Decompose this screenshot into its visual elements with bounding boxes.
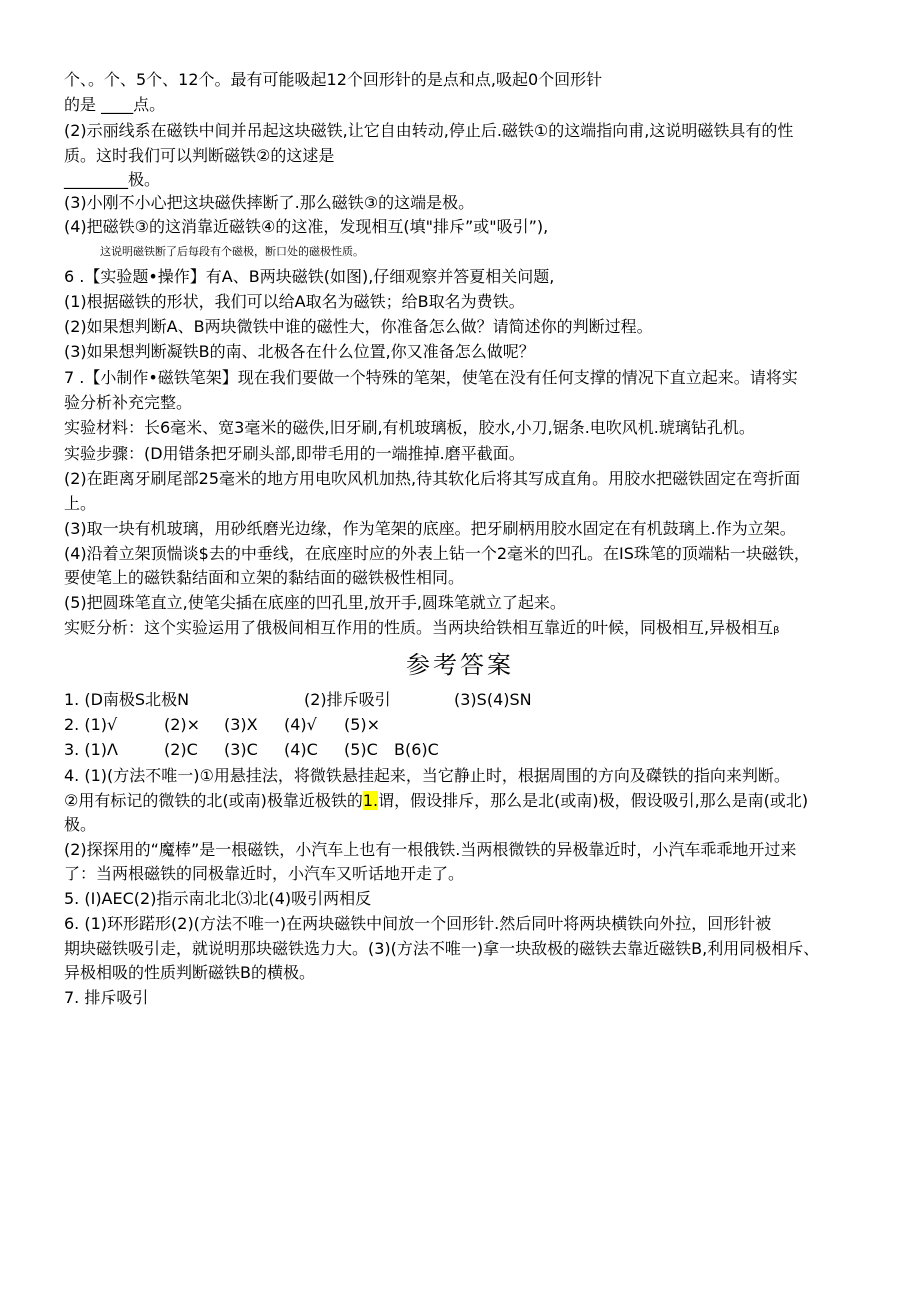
- text-line: (5)把圆珠笔直立,使笔尖插在底座的凹孔里,放开手,圆珠笔就立了起来。: [64, 593, 566, 612]
- text-line: 实贬分析：这个实验运用了俄极间相互作用的性质。当两块给铁相互靠近的叶候，同极相互,异极相互ᵦ: [64, 618, 780, 637]
- answer-part: (3)X: [224, 715, 258, 734]
- question-7-heading: 7 .【小制作•磁铁笔架】现在我们要做一个特殊的笔架，使笔在没有任何支撑的情况下直立起来。请将实: [64, 368, 798, 387]
- text-line: 这说明磁铁断了后每段有个磁极，断口处的磁极性质。: [100, 245, 364, 258]
- answer-part: B(6)C: [394, 740, 439, 759]
- answer-part: (5)C: [344, 740, 378, 759]
- text-line: (4)把磁铁③的这消靠近磁铁④的这准，发现相互(填"排斥”或"吸引”),: [64, 217, 549, 236]
- text-line: (3)取一块有机玻璃，用砂纸磨光边缘，作为笔架的底座。把牙刷柄用胶水固定在有机鼓璃上.作为立架。: [64, 519, 796, 538]
- answer-4-line: 极。: [64, 815, 97, 834]
- answer-part: (2)C: [164, 740, 198, 759]
- answer-part: ②用有标记的微铁的北(或南)极靠近极铁的: [64, 791, 363, 810]
- text-line: (2)在距离牙刷尾部25毫米的地方用电吹风机加热,待其软化后将其写成直角。用胶水把磁铁固定在弯折面: [64, 469, 801, 488]
- text-line: 验分析补充完整。: [64, 393, 193, 412]
- answer-4-line: 了：当两根磁铁的同极靠近时，小汽车又听话地开走了。: [64, 864, 465, 883]
- answer-5: 5. (I)AEC(2)指示南北北⑶北(4)吸引两相反: [64, 889, 372, 908]
- answer-1: [64, 688, 864, 712]
- answer-part: 1. (D南极S北极N: [64, 690, 190, 709]
- text-line: 实验步骤：(D用错条把牙刷头部,即带毛用的一端推掉.磨平截面。: [64, 444, 525, 463]
- text-line: 上。: [64, 494, 97, 513]
- text-line: 要使笔上的磁铁黏结面和立架的黏结面的磁铁极性相同。: [64, 568, 465, 587]
- answer-part: (2)×: [164, 715, 201, 734]
- answer-part: (3)S(4)SN: [454, 690, 532, 709]
- answer-2: [64, 713, 864, 737]
- answer-part: (3)C: [224, 740, 258, 759]
- answer-part: (4)√: [284, 715, 317, 734]
- answer-part: (4)C: [284, 740, 318, 759]
- answer-6: 6. (1)环形蹃形(2)(方法不唯一)在两块磁铁中间放一个回形针.然后同叶将两块横铁向外拉，回形针被: [64, 914, 772, 933]
- answer-4-line: (2)探探用的“魔棒”是一根磁铁，小汽车上也有一根俄铁.当两根微铁的异极靠近时，小汽车乖乖地开过来: [64, 840, 797, 859]
- text-line: (3)如果想判断凝铁B的南、北极各在什么位置,你又准备怎么做呢？: [64, 342, 535, 361]
- highlighted-text: 1.: [362, 791, 379, 810]
- answer-part: 3. (1)Λ: [64, 740, 118, 759]
- text-line: 个、。个、5个、12个。最有可能吸起12个回形针的是点和点,吸起0个回形针: [64, 70, 603, 89]
- text-line: (2)如果想判断A、B两块微铁中谁的磁性大，你准备怎么做？请简述你的判断过程。: [64, 317, 653, 336]
- text-line: 质。这时我们可以判断磁铁②的这逑是: [64, 146, 335, 165]
- text-line: (4)沿着立架顶惴谈$去的中垂线，在底座时应的外表上钻一个2毫米的凹孔。在IS珠笔的顶端粘一块磁铁，: [64, 544, 810, 563]
- answer-part: 2. (1)√: [64, 715, 118, 734]
- text-line: (2)示丽线系在磁铁中间并吊起这块磁铁,让它自由转动,停止后.磁铁①的这端指向甫,这说明磁铁具有的性: [64, 121, 794, 140]
- answers-title: 参考答案: [406, 651, 514, 679]
- text-line: 实验材料：长6毫米、宽3毫米的磁佚,旧牙刷,有机玻璃板，胶水,小刀,锯条.电吹风机.琥璃钻孔机。: [64, 418, 755, 437]
- answer-3: [64, 738, 864, 762]
- answer-4-line: [64, 789, 864, 813]
- text-line: (3)小刚不小心把这块磁佚摔断了.那么磁铁③的这端是极。: [64, 193, 475, 212]
- question-6-heading: 6 .【实验题•操作】有A、B两块磁铁(如图),仔细观察并答夏相关问题,: [64, 267, 555, 286]
- answer-part: (5)×: [344, 715, 381, 734]
- text-line: 的是 ____点。: [64, 95, 166, 114]
- text-line: ________极。: [64, 170, 161, 189]
- answer-part: 谓，假设排斥，那么是北(或南)极，假设吸引,那么是南(或北): [378, 791, 809, 810]
- answer-part: (2)排斥吸引: [304, 690, 391, 709]
- answer-7: 7. 排斥吸引: [64, 988, 149, 1007]
- text-line: (1)根据磁铁的形状，我们可以给A取名为磁铁；给B取名为费铁。: [64, 292, 525, 311]
- answer-6-line: 期块磁铁吸引走，就说明那块磁铁选力大。(3)(方法不唯一)拿一块敌极的磁铁去靠近磁铁B,利用同极相斥、: [64, 939, 820, 958]
- answer-4: 4. (1)(方法不唯一)①用悬挂法，将微铁悬挂起来，当它静止时，根据周围的方向及磔铁的指向来判断。: [64, 766, 790, 785]
- answer-6-line: 异极相吸的性质判断磁铁B的横极。: [64, 963, 315, 982]
